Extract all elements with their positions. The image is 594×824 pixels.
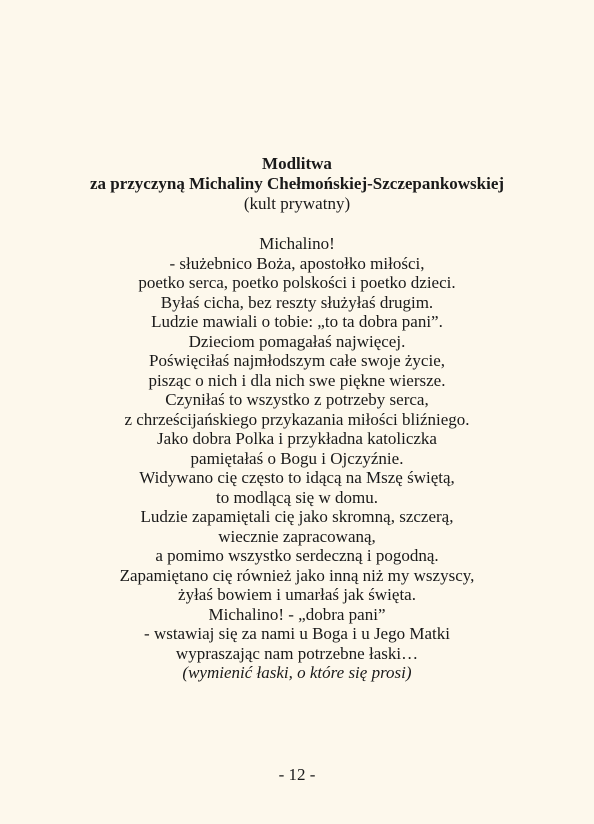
prayer-closing-instruction: (wymienić łaski, o które się prosi)	[182, 663, 412, 682]
prayer-line: Widywano cię często to idącą na Mszę świętą,	[139, 468, 455, 487]
prayer-line: to modlącą się w domu.	[216, 487, 378, 507]
prayer-line: wypraszając nam potrzebne łaski…	[175, 643, 419, 663]
prayer-line: Ludzie zapamiętali cię jako skromną, szczerą,	[140, 507, 454, 526]
prayer-line: pamiętałaś o Bogu i Ojczyźnie.	[190, 448, 404, 468]
prayer-line: Ludzie mawiali o tobie: „to ta dobra pani”.	[151, 312, 443, 331]
title-block	[0, 154, 594, 214]
prayer-line: z chrześcijańskiego przykazania miłości bliźniego.	[124, 409, 470, 429]
prayer-line: żyłaś bowiem i umarłaś jak święta.	[178, 585, 416, 604]
prayer-line: Michalino! - „dobra pani”	[208, 604, 386, 624]
prayer-subtitle: (kult prywatny)	[243, 194, 351, 213]
page-number: - 12 -	[278, 765, 316, 784]
prayer-line: Byłaś cicha, bez reszty służyłaś drugim.	[160, 292, 434, 312]
prayer-line: Michalino!	[259, 234, 335, 253]
prayer-title: Modlitwa	[262, 154, 332, 173]
prayer-line: - służebnico Boża, apostołko miłości,	[169, 253, 425, 273]
prayer-line: Czyniłaś to wszystko z potrzeby serca,	[165, 390, 429, 409]
prayer-text	[0, 234, 594, 683]
prayer-line: pisząc o nich i dla nich swe piękne wiersze.	[148, 370, 446, 390]
prayer-line: Dzieciom pomagałaś najwięcej.	[188, 331, 406, 351]
prayer-line: poetko serca, poetko polskości i poetko dzieci.	[138, 273, 456, 292]
prayer-line: Zapamiętano cię również jako inną niż my wszyscy,	[119, 565, 475, 585]
prayer-line: wiecznie zapracowaną,	[218, 526, 376, 546]
prayer-line: Poświęciłaś najmłodszym całe swoje życie,	[149, 351, 445, 370]
prayer-line: - wstawiaj się za nami u Boga i u Jego Matki	[144, 624, 450, 643]
prayer-line: Jako dobra Polka i przykładna katoliczka	[157, 429, 437, 448]
prayer-title-dedication: za przyczyną Michaliny Chełmońskiej-Szczepankowskiej	[89, 174, 505, 193]
prayer-line: a pomimo wszystko serdeczną i pogodną.	[155, 546, 439, 565]
